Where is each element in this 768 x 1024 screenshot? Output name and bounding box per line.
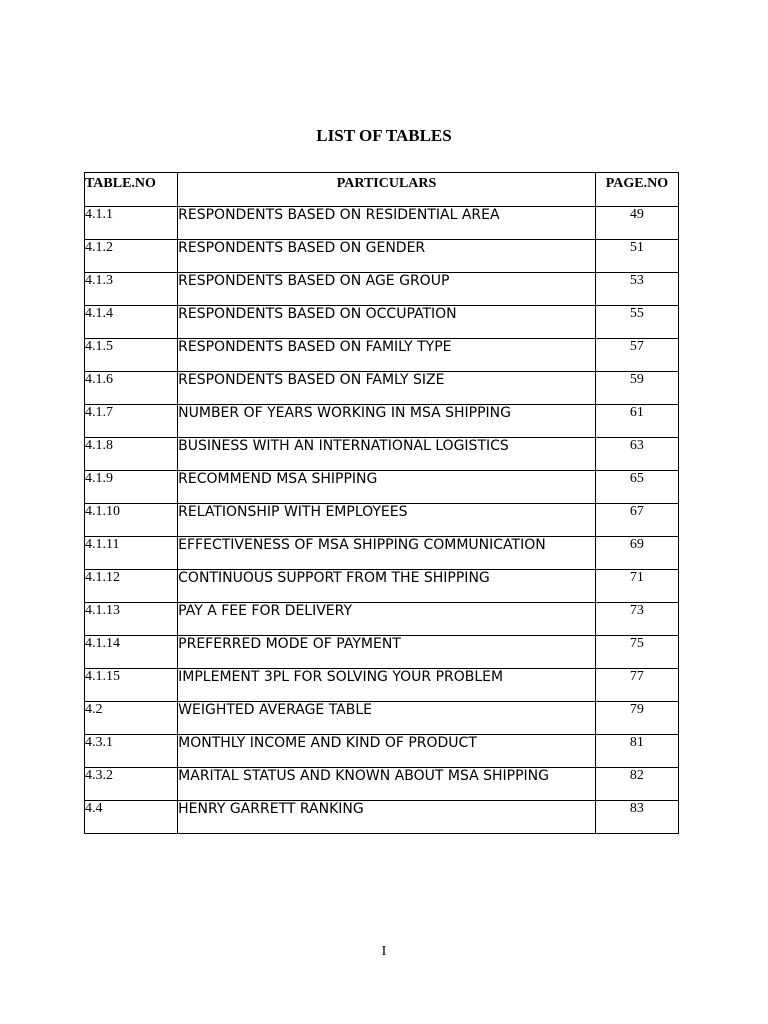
table-no-cell: 4.1.10 <box>85 504 178 537</box>
header-particulars: PARTICULARS <box>178 173 596 207</box>
table-row <box>85 768 679 801</box>
page-no-cell: 65 <box>595 471 678 504</box>
table-no-cell: 4.1.3 <box>85 273 178 306</box>
page-no-cell: 49 <box>595 207 678 240</box>
particulars-cell: PREFERRED MODE OF PAYMENT <box>178 636 596 669</box>
page-no-cell: 73 <box>595 603 678 636</box>
table-row <box>85 636 679 669</box>
page-no-cell: 82 <box>595 768 678 801</box>
table-no-cell: 4.1.9 <box>85 471 178 504</box>
page-no-cell: 53 <box>595 273 678 306</box>
table-row <box>85 504 679 537</box>
list-of-tables <box>84 172 679 834</box>
particulars-cell: CONTINUOUS SUPPORT FROM THE SHIPPING <box>178 570 596 603</box>
table-row <box>85 801 679 834</box>
particulars-cell: NUMBER OF YEARS WORKING IN MSA SHIPPING <box>178 405 596 438</box>
particulars-cell: WEIGHTED AVERAGE TABLE <box>178 702 596 735</box>
page-no-cell: 61 <box>595 405 678 438</box>
table-row <box>85 603 679 636</box>
page-no-cell: 71 <box>595 570 678 603</box>
page-no-cell: 59 <box>595 372 678 405</box>
table-no-cell: 4.1.1 <box>85 207 178 240</box>
table-no-cell: 4.3.1 <box>85 735 178 768</box>
table-no-cell: 4.1.11 <box>85 537 178 570</box>
particulars-cell: HENRY GARRETT RANKING <box>178 801 596 834</box>
table-no-cell: 4.1.4 <box>85 306 178 339</box>
page-no-cell: 63 <box>595 438 678 471</box>
page-no-cell: 75 <box>595 636 678 669</box>
table-row <box>85 570 679 603</box>
page-title: LIST OF TABLES <box>316 126 452 145</box>
particulars-cell: MONTHLY INCOME AND KIND OF PRODUCT <box>178 735 596 768</box>
table-no-cell: 4.1.2 <box>85 240 178 273</box>
page-no-cell: 83 <box>595 801 678 834</box>
table-no-cell: 4.1.5 <box>85 339 178 372</box>
page-no-cell: 69 <box>595 537 678 570</box>
particulars-cell: RESPONDENTS BASED ON OCCUPATION <box>178 306 596 339</box>
table-no-cell: 4.1.8 <box>85 438 178 471</box>
table-no-cell: 4.1.13 <box>85 603 178 636</box>
table-no-cell: 4.1.14 <box>85 636 178 669</box>
table-row <box>85 207 679 240</box>
table-row <box>85 273 679 306</box>
page-number: I <box>381 944 387 959</box>
table-row <box>85 405 679 438</box>
particulars-cell: RESPONDENTS BASED ON AGE GROUP <box>178 273 596 306</box>
page-no-cell: 55 <box>595 306 678 339</box>
table-header-row <box>85 173 679 207</box>
particulars-cell: EFFECTIVENESS OF MSA SHIPPING COMMUNICATION <box>178 537 596 570</box>
particulars-cell: MARITAL STATUS AND KNOWN ABOUT MSA SHIPPING <box>178 768 596 801</box>
table-row <box>85 735 679 768</box>
table-row <box>85 471 679 504</box>
page-no-cell: 67 <box>595 504 678 537</box>
table-no-cell: 4.1.6 <box>85 372 178 405</box>
page-no-cell: 77 <box>595 669 678 702</box>
page-no-cell: 79 <box>595 702 678 735</box>
table-no-cell: 4.3.2 <box>85 768 178 801</box>
table-no-cell: 4.1.15 <box>85 669 178 702</box>
particulars-cell: IMPLEMENT 3PL FOR SOLVING YOUR PROBLEM <box>178 669 596 702</box>
table-row <box>85 537 679 570</box>
particulars-cell: PAY A FEE FOR DELIVERY <box>178 603 596 636</box>
table-no-cell: 4.1.12 <box>85 570 178 603</box>
page-no-cell: 57 <box>595 339 678 372</box>
particulars-cell: RESPONDENTS BASED ON FAMILY TYPE <box>178 339 596 372</box>
table-row <box>85 372 679 405</box>
particulars-cell: RELATIONSHIP WITH EMPLOYEES <box>178 504 596 537</box>
table-no-cell: 4.2 <box>85 702 178 735</box>
table-row <box>85 339 679 372</box>
page-no-cell: 81 <box>595 735 678 768</box>
particulars-cell: RECOMMEND MSA SHIPPING <box>178 471 596 504</box>
header-page-no: PAGE.NO <box>595 173 678 207</box>
table-row <box>85 669 679 702</box>
table-row <box>85 240 679 273</box>
page-no-cell: 51 <box>595 240 678 273</box>
table-row <box>85 306 679 339</box>
table-row <box>85 438 679 471</box>
particulars-cell: RESPONDENTS BASED ON FAMLY SIZE <box>178 372 596 405</box>
table-no-cell: 4.4 <box>85 801 178 834</box>
particulars-cell: RESPONDENTS BASED ON GENDER <box>178 240 596 273</box>
particulars-cell: RESPONDENTS BASED ON RESIDENTIAL AREA <box>178 207 596 240</box>
header-table-no: TABLE.NO <box>85 173 178 207</box>
table-row <box>85 702 679 735</box>
table-no-cell: 4.1.7 <box>85 405 178 438</box>
particulars-cell: BUSINESS WITH AN INTERNATIONAL LOGISTICS <box>178 438 596 471</box>
